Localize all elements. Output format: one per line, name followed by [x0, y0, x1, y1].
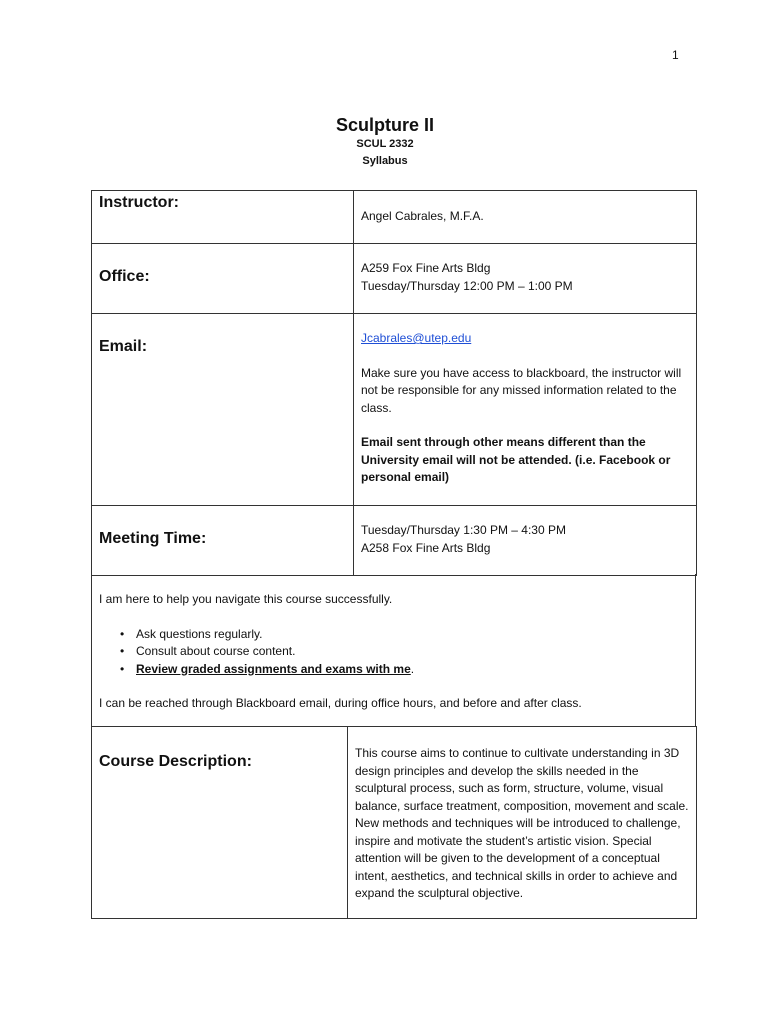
- course-description-table: [91, 726, 697, 919]
- page-title: Sculpture II: [335, 115, 434, 135]
- course-description-row: [92, 727, 697, 919]
- course-description-label-cell: [92, 727, 348, 919]
- help-item-text: Ask questions regularly.: [136, 626, 263, 641]
- course-description-value-cell: [348, 727, 697, 919]
- office-label: Office:: [99, 268, 150, 285]
- instructor-name: Angel Cabrales, M.F.A.: [361, 209, 484, 223]
- help-emphasis-suffix: .: [410, 661, 415, 676]
- list-item: [92, 626, 695, 644]
- bullet-icon: •: [120, 644, 125, 658]
- instructor-row: [92, 191, 697, 244]
- office-hours: Tuesday/Thursday 12:00 PM – 1:00 PM: [361, 278, 573, 293]
- title-block: [0, 114, 770, 170]
- blackboard-note: Make sure you have access to blackboard, the instructor will not be responsible for any missed information related to the class.: [361, 365, 682, 415]
- instructor-email-link[interactable]: Jcabrales@utep.edu: [361, 331, 472, 345]
- email-label: Email:: [99, 338, 148, 355]
- help-emphasis-item: Review graded assignments and exams with me: [136, 661, 411, 676]
- meeting-time-label: Meeting Time:: [99, 530, 207, 547]
- help-section: [91, 574, 696, 727]
- meeting-time: Tuesday/Thursday 1:30 PM – 4:30 PM: [361, 523, 566, 537]
- bullet-icon: •: [120, 626, 125, 641]
- office-value-cell: [354, 244, 697, 314]
- info-table: [91, 190, 697, 576]
- office-label-cell: [92, 244, 354, 314]
- instructor-label-cell: [92, 191, 354, 244]
- course-code: SCUL 2332: [356, 138, 414, 150]
- meeting-label-cell: [92, 506, 354, 576]
- email-warning: Email sent through other means different than the University email will not be attended. (i.e. Facebook or personal email): [361, 435, 671, 484]
- help-contact: I can be reached through Blackboard email, during office hours, and before and after class.: [99, 696, 582, 710]
- meeting-location: A258 Fox Fine Arts Bldg: [361, 540, 491, 555]
- page-number: 1: [672, 48, 679, 62]
- document-type: Syllabus: [362, 155, 408, 167]
- course-description-label: Course Description:: [99, 753, 252, 770]
- help-intro: I am here to help you navigate this course successfully.: [99, 592, 393, 606]
- list-item: [92, 643, 695, 661]
- meeting-value-cell: [354, 506, 697, 576]
- office-location: A259 Fox Fine Arts Bldg: [361, 261, 491, 275]
- help-item-text: Consult about course content.: [136, 644, 296, 658]
- meeting-time-row: [92, 506, 697, 576]
- instructor-label: Instructor:: [99, 194, 179, 211]
- list-item: [92, 661, 695, 679]
- email-label-cell: [92, 314, 354, 506]
- help-list: [92, 626, 695, 679]
- bullet-icon: •: [120, 661, 125, 676]
- instructor-value-cell: [354, 191, 697, 244]
- email-value-cell: [354, 314, 697, 506]
- email-row: [92, 314, 697, 506]
- course-description-text: This course aims to continue to cultivate understanding in 3D design principles and develop the skills needed in the sculptural process, such as form, structure, volume, visual balance, surface treatment, composition, movement and scale. New methods and techniques will be introduced to challenge, inspire and motivate the student’s artistic vision. Special attention will be given to the development of a conceptual intent, aesthetics, and technical skills in order to achieve and expand the sculptural objective.: [355, 746, 689, 900]
- office-row: [92, 244, 697, 314]
